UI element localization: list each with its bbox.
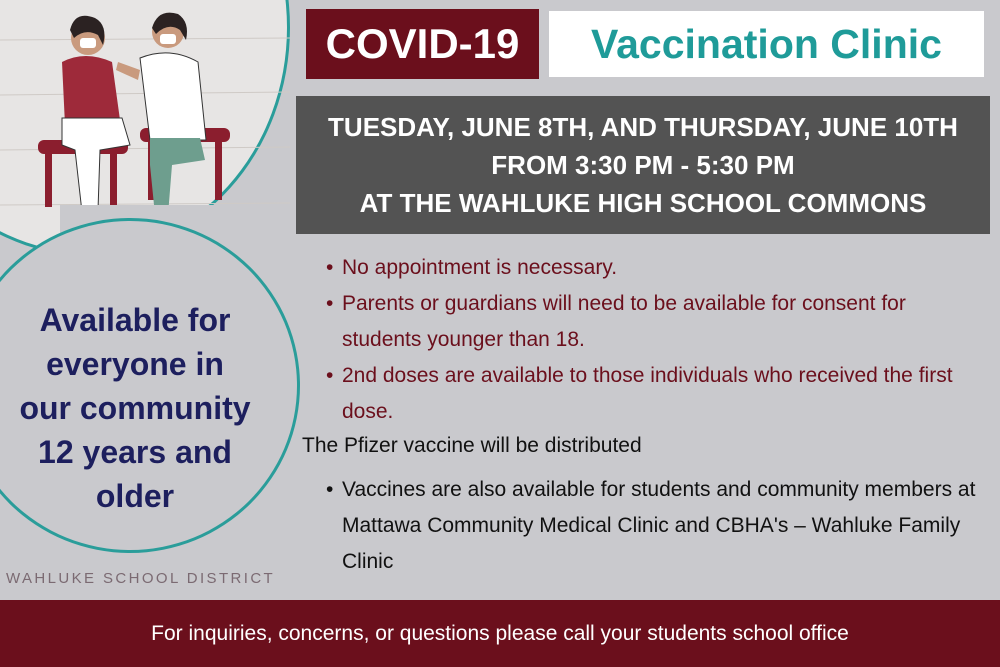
- other-locations-list: [320, 472, 1000, 580]
- eligibility-line: everyone in: [46, 346, 224, 382]
- details-list: [320, 250, 990, 430]
- list-item: • Parents or guardians will need to be available for consent for students younger than 18.: [320, 286, 990, 358]
- list-item: • No appointment is necessary.: [320, 250, 990, 286]
- eligibility-line: older: [95, 478, 175, 514]
- schedule-dates: TUESDAY, JUNE 8TH, AND THURSDAY, JUNE 10TH: [328, 112, 958, 142]
- footer-contact: For inquiries, concerns, or questions please call your students school office: [0, 600, 1000, 667]
- schedule-box: [296, 96, 990, 234]
- vaccine-note: The Pfizer vaccine will be distributed: [302, 434, 642, 457]
- eligibility-text: [0, 298, 270, 518]
- eligibility-line: Available for: [39, 302, 231, 338]
- district-name: WAHLUKE SCHOOL DISTRICT: [6, 570, 276, 587]
- eligibility-line: our community: [19, 390, 251, 426]
- title-covid-badge: COVID-19: [306, 9, 539, 79]
- schedule-location: AT THE WAHLUKE HIGH SCHOOL COMMONS: [359, 188, 927, 218]
- list-item: • 2nd doses are available to those individuals who received the first dose.: [320, 358, 990, 430]
- list-item: • Vaccines are also available for students and community members at Mattawa Community Medical Clinic and CBHA's – Wahluke Family Clinic: [320, 472, 1000, 580]
- schedule-time: FROM 3:30 PM - 5:30 PM: [491, 150, 795, 180]
- title-clinic-badge: Vaccination Clinic: [549, 11, 984, 77]
- eligibility-line: 12 years and: [38, 434, 232, 470]
